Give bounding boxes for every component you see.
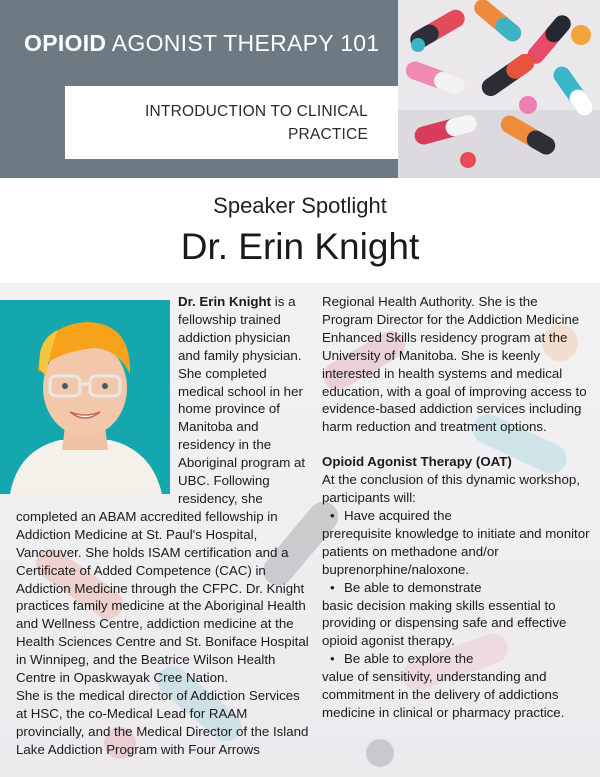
pills-photo [398, 0, 600, 178]
subtitle-line-2: PRACTICE [288, 126, 368, 143]
page-title [24, 30, 394, 57]
bullet-1-rest: prerequisite knowledge to initiate and monitor patients on methadone and/or buprenorphine/naloxone. [322, 525, 590, 577]
bio-text: is a fellowship trained addiction physician and family physician. She completed medical school in her home province of Manitoba and residency in the Aboriginal program at UBC. Following residency, she completed an ABAM accredited fellowship in Addiction Medicine at St. Paul's Hospital, Vancouver. She holds ISAM certification and a Certificate of Added Competence (CAC) in Addiction Medicine through the CFPC. Dr. Knight practices family medicine at the Aboriginal Health and Wellness Centre, addiction medicine at the Health Sciences Centre and St. Boniface Hospital in Winnipeg, and the Beatrice Wilson Health Centre in Opaskwayak Cree Nation. [16, 294, 309, 686]
bio-column-1 [16, 293, 312, 759]
subtitle [108, 100, 368, 146]
oat-heading: Opioid Agonist Therapy (OAT) [322, 454, 512, 470]
bio-text-2: She is the medical director of Addiction Services at HSC, the co-Medical Lead for RAAM provincially, and the Medical Director of the Island Lake Addiction Program with Four Arrows [16, 687, 309, 757]
header-banner [0, 0, 398, 178]
bio-continued: Regional Health Authority. She is the Program Director for the Addiction Medicine Enhanced Skills residency program at the University of Manitoba. She is keenly interested in health systems and medical education, with a goal of improving access to evidence-based addiction services including harm reduction and treatment options. [322, 294, 587, 435]
bullet-2-rest: basic decision making skills essential to providing or dispensing safe and effective opioid agonist therapy. [322, 597, 567, 649]
photo-spacer [16, 293, 178, 507]
bullet-2-head-text: Be able to demonstrate [344, 579, 482, 595]
bullet-dot: • [330, 579, 335, 595]
bullet-3-head [322, 650, 590, 668]
pills-image [398, 0, 600, 178]
bullet-1-head-text: Have acquired the [344, 507, 452, 523]
speaker-name: Dr. Erin Knight [180, 226, 420, 267]
bullet-3-head-text: Be able to explore the [344, 651, 474, 667]
bullet-1-head [322, 507, 590, 525]
bullet-2-head [322, 579, 590, 597]
speaker-spotlight-label: Speaker Spotlight [213, 193, 387, 218]
bullet-dot: • [330, 507, 335, 523]
bullet-3-rest: value of sensitivity, understanding and commitment in the delivery of addictions medicine in clinical or pharmacy practice. [322, 669, 565, 720]
oat-intro: At the conclusion of this dynamic workshop, participants will: [322, 472, 580, 506]
subtitle-line-1: INTRODUCTION TO CLINICAL [145, 103, 368, 120]
bio-column-2 [322, 293, 590, 722]
subtitle-card [65, 86, 398, 159]
page-title-rest: AGONIST THERAPY 101 [111, 30, 380, 56]
bio-name: Dr. Erin Knight [178, 294, 272, 309]
bullet-dot: • [330, 651, 335, 667]
page-title-bold: OPIOID [24, 30, 107, 56]
